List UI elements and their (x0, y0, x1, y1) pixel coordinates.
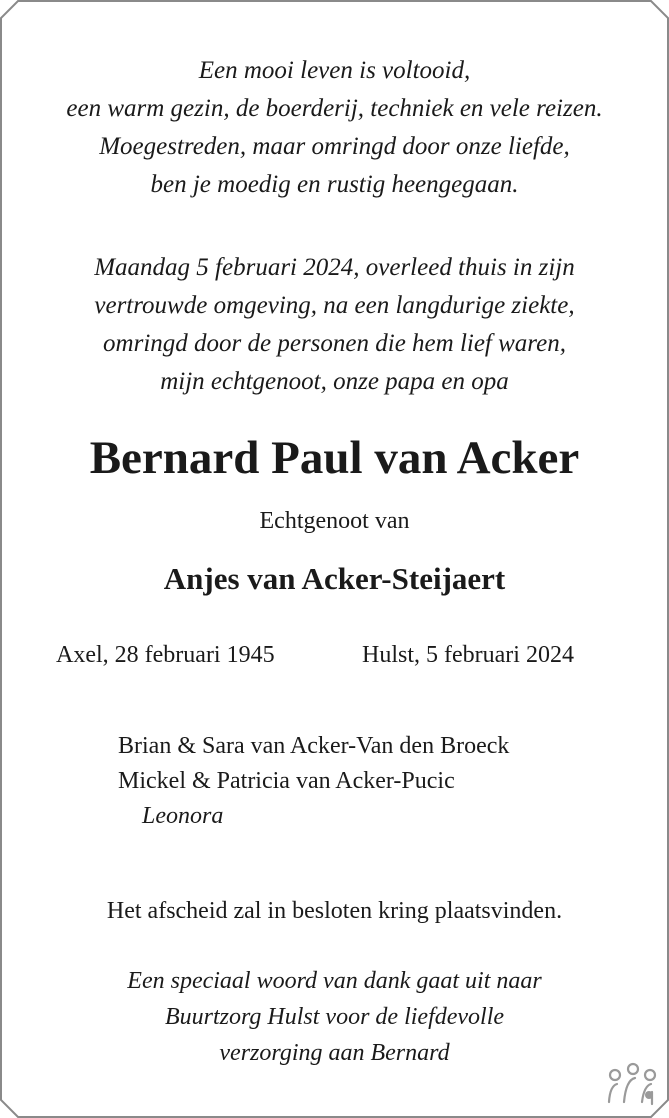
deceased-name: Bernard Paul van Acker (89, 432, 580, 484)
birth-place-date: Axel, 28 februari 1945 (56, 642, 275, 668)
spouse-label: Echtgenoot van (259, 508, 410, 534)
poem-line: ben je moedig en rustig heengegaan. (150, 171, 519, 198)
announcement-line: mijn echtgenoot, onze papa en opa (160, 368, 509, 395)
thanks-note (0, 963, 669, 1071)
family-member: Mickel & Patricia van Acker-Pucic (118, 768, 455, 794)
grandchild: Leonora (142, 803, 224, 829)
people-logo-icon (606, 1062, 660, 1106)
family-member: Brian & Sara van Acker-Van den Broeck (118, 733, 510, 759)
family-list (118, 729, 509, 834)
poem-line: een warm gezin, de boerderij, techniek en vele reizen. (66, 95, 603, 122)
announcement-line: vertrouwde omgeving, na een langdurige ziekte, (94, 292, 575, 319)
death-place-date: Hulst, 5 februari 2024 (362, 642, 574, 668)
poem-line: Moegestreden, maar omringd door onze liefde, (99, 133, 570, 160)
thanks-line: Buurtzorg Hulst voor de liefdevolle (164, 1004, 505, 1030)
announcement-line: Maandag 5 februari 2024, overleed thuis in zijn (94, 254, 575, 281)
announcement-line: omringd door de personen die hem lief waren, (103, 330, 566, 357)
poem-line: Een mooi leven is voltooid, (198, 57, 471, 84)
thanks-line: Een speciaal woord van dank gaat uit naar (127, 968, 542, 994)
farewell-notice: Het afscheid zal in besloten kring plaatsvinden. (106, 898, 563, 924)
thanks-line: verzorging aan Bernard (219, 1040, 450, 1066)
opening-poem (0, 52, 669, 204)
death-announcement (0, 249, 669, 401)
spouse-name: Anjes van Acker-Steijaert (163, 561, 506, 596)
